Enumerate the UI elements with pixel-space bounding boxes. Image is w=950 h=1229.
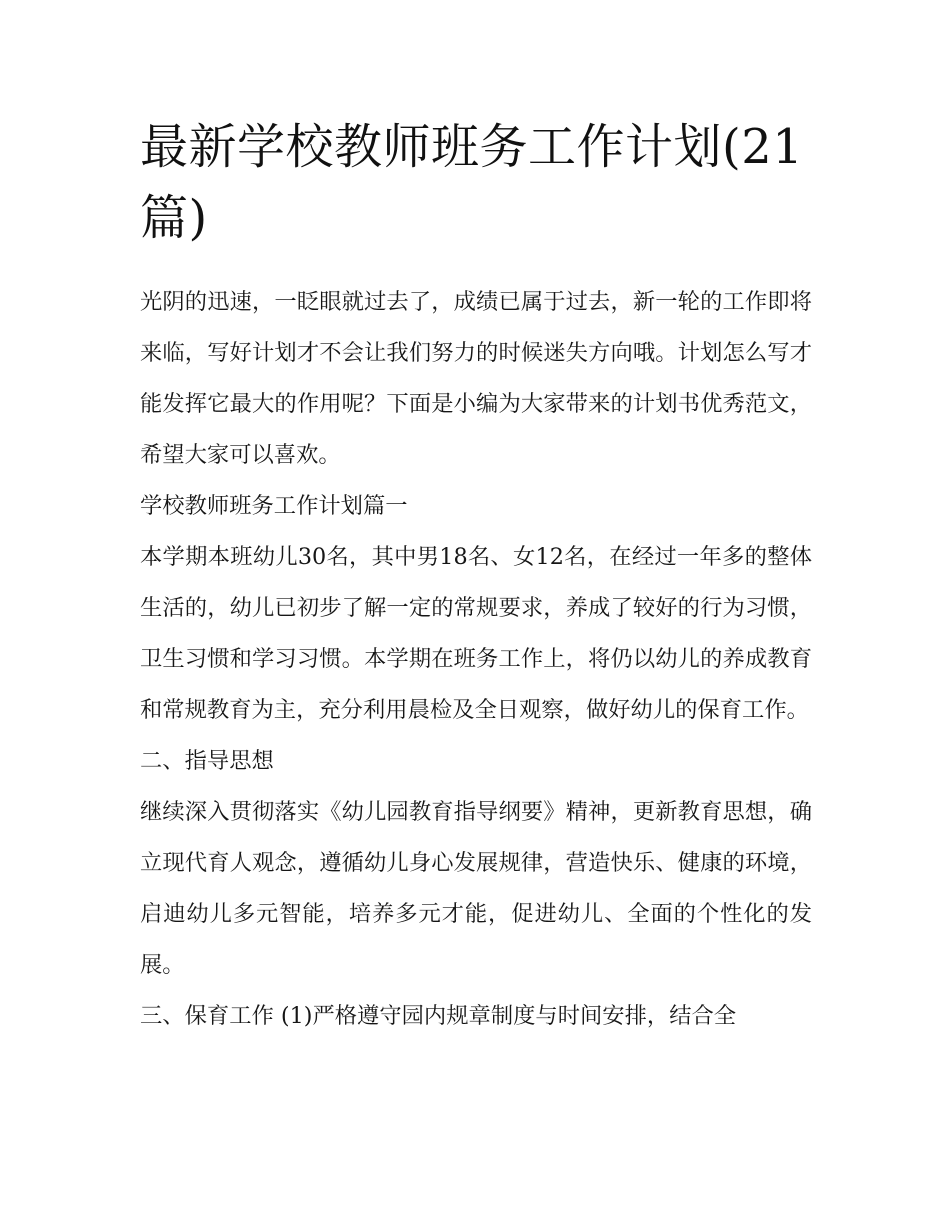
document-body: [140, 277, 812, 1042]
document-title: 最新学校教师班务工作计划(21篇): [140, 119, 804, 246]
paragraph-3: 三、保育工作 (1)严格遵守园内规章制度与时间安排，结合全: [140, 1003, 737, 1029]
paragraph-1: 本学期本班幼儿30名，其中男18名、女12名，在经过一年多的整体生活的，幼儿已初步了解一定的常规要求，养成了较好的行为习惯，卫生习惯和学习习惯。本学期在班务工作上，将仍以幼儿的养成教育和常规教育为主，充分利用晨检及全日观察，做好幼儿的保育工作。: [140, 544, 812, 723]
section-title: 学校教师班务工作计划篇一: [140, 493, 408, 519]
paragraph-2: 继续深入贯彻落实《幼儿园教育指导纲要》精神，更新教育思想，确立现代育人观念，遵循幼儿身心发展规律，营造快乐、健康的环境，启迪幼儿多元智能，培养多元才能，促进幼儿、全面的个性化的发展。: [140, 799, 812, 978]
heading-guiding-ideology: 二、指导思想: [140, 748, 274, 774]
intro-paragraph: 光阴的迅速，一眨眼就过去了，成绩已属于过去，新一轮的工作即将来临，写好计划才不会让我们努力的时候迷失方向哦。计划怎么写才能发挥它最大的作用呢？下面是小编为大家带来的计划书优秀范文，希望大家可以喜欢。: [140, 289, 812, 468]
